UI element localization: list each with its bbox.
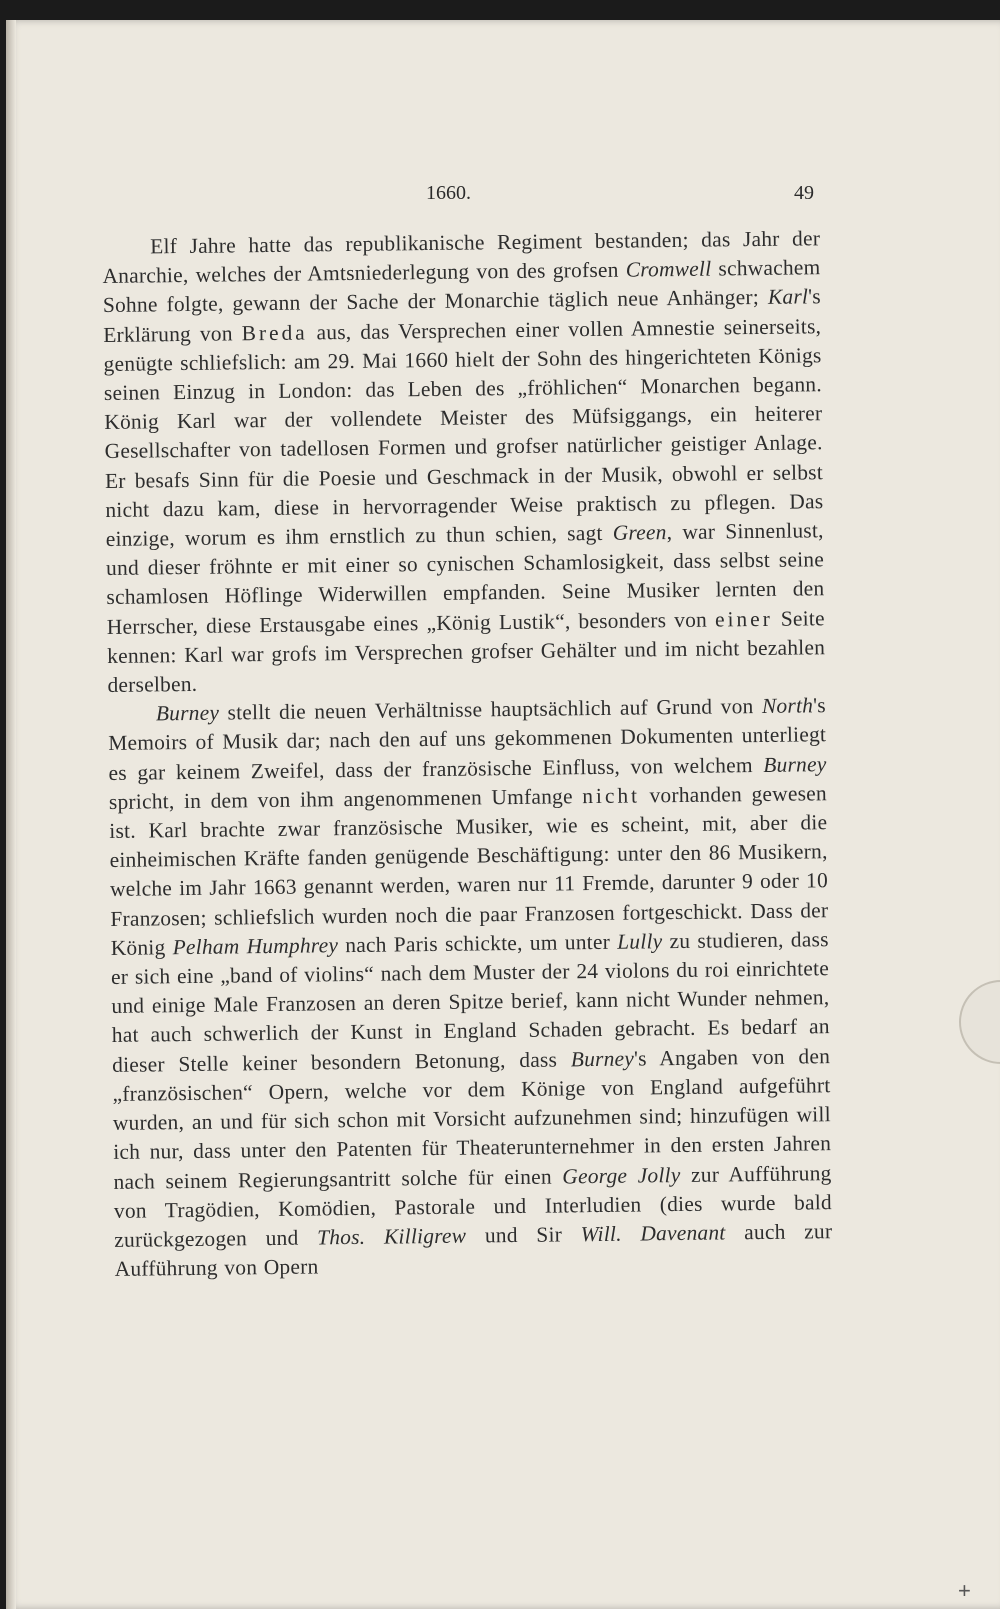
paragraph	[102, 224, 826, 700]
italic-name: Will. Davenant	[580, 1220, 726, 1247]
book-page	[6, 20, 1000, 1609]
text-run: stellt die neuen Verhältnisse hauptsächlich auf Grund von	[219, 694, 763, 725]
binding-hole	[959, 980, 1000, 1064]
italic-name: Lully	[617, 929, 663, 954]
text-run: und Sir	[466, 1222, 581, 1248]
italic-name: Thos. Killigrew	[316, 1223, 467, 1250]
text-run: 's Memoirs of Musik dar; nach den auf uns gekommenen Dokumenten unterliegt es gar keinem Zweifel, dass der französische Einfluss, von welchem	[108, 693, 827, 785]
italic-name: Burney	[763, 751, 827, 777]
text-run: auch zur Aufführung von Opern	[114, 1219, 833, 1282]
italic-name: Green	[612, 520, 667, 545]
text-run: Elf Jahre hatte das republikanische Regiment bestanden; das Jahr der Anarchie, welches der Amtsniederlegung von des grofsen	[102, 226, 821, 289]
body-text	[102, 224, 833, 1284]
running-header	[6, 182, 1000, 210]
paragraph	[108, 691, 833, 1284]
corner-mark: +	[958, 1578, 971, 1603]
text-run: spricht, in dem von ihm angenommenen Umfange	[108, 784, 583, 814]
italic-name: North	[761, 693, 814, 719]
text-run: nach Paris schickte, um unter	[337, 929, 618, 958]
running-title: 1660.	[426, 182, 471, 204]
text-run: zur Aufführung von Tragödien, Komödien, Pastorale und Interludien (dies wurde bald zurückgezogen und	[113, 1160, 833, 1252]
text-run: zu studieren, dass er sich eine „band of violins“ nach dem Muster der 24 violons du roi einrichtete und einige Male Franzosen an deren Spitze berief, kann nicht Wunder nehmen, hat auch schwerlich der Kunst in England Schaden gebracht. Es bedarf an dieser Stelle keiner besondern Betonung, dass	[110, 927, 830, 1077]
text-run: Seite kennen: Karl war grofs im Versprechen grofser Gehälter und im nicht bezahlen derselben.	[107, 605, 826, 698]
text-run: vorhanden gewesen ist. Karl brachte zwar französische Musiker, wie es scheint, mit, aber die einheimischen Kräfte fanden genügende Beschäftigung: unter den 86 Musikern, welche im Jahr 1663 genannt werden, waren nur 11 Fremde, darunter 9 oder 10 Franzosen; schliefslich wurden noch die paar Franzosen fortgeschickt. Dass der König	[109, 781, 829, 960]
italic-name: Karl	[767, 284, 809, 310]
italic-name: George Jolly	[562, 1162, 681, 1188]
italic-name: Pelham Humphrey	[172, 933, 339, 960]
italic-name: Cromwell	[625, 256, 712, 282]
spaced-emphasis: einer	[714, 606, 773, 632]
italic-name: Burney	[570, 1046, 635, 1072]
spaced-emphasis: nicht	[582, 783, 641, 809]
italic-name: Burney	[155, 700, 220, 726]
text-run: schwachem Sohne folgte, gewann der Sache der Monarchie täglich neue Anhänger;	[102, 255, 821, 318]
text-run: , war Sinnenlust, und dieser fröhnte er mit einer so cynischen Schamlosigkeit, dass selbst seine schamlosen Höflinge Widerwillen empfanden. Seine Musiker lernten den Herrscher, diese Erstausgabe eines „König Lustik“, besonders von	[105, 518, 825, 639]
text-run: aus, das Versprechen einer vollen Amnestie seinerseits, genügte schliefslich: am 29. Mai 1660 hielt der Sohn des hingerichteten Königs seinen Einzug in London: das Leben des „fröhlichen“ Monarchen begann. König Karl war der vollendete Meister des Müfsiggangs, ein heiterer Gesellschafter von tadellosen Formen und grofser natürlicher geistiger Anlage. Er besafs Sinn für die Poesie und Geschmack in der Musik, obwohl er selbst nicht dazu kam, diese in hervorragender Weise praktisch zu pflegen. Das einzige, worum es ihm ernstlich zu thun schien, sagt	[103, 313, 824, 552]
text-run: 's Angaben von den „französischen“ Opern, welche vor dem Könige von England aufgeführt wurden, an und für sich schon mit Vorsicht aufzunehmen sind; hinzufügen will ich nur, dass unter den Patenten für Theaterunternehmer in den ersten Jahren nach seinem Regierungsantritt solche für einen	[112, 1043, 832, 1194]
text-run: 's Erklärung von	[103, 284, 821, 347]
spaced-emphasis: Breda	[241, 320, 308, 345]
page-number: 49	[794, 182, 814, 204]
page-spine-shadow	[6, 20, 16, 1609]
